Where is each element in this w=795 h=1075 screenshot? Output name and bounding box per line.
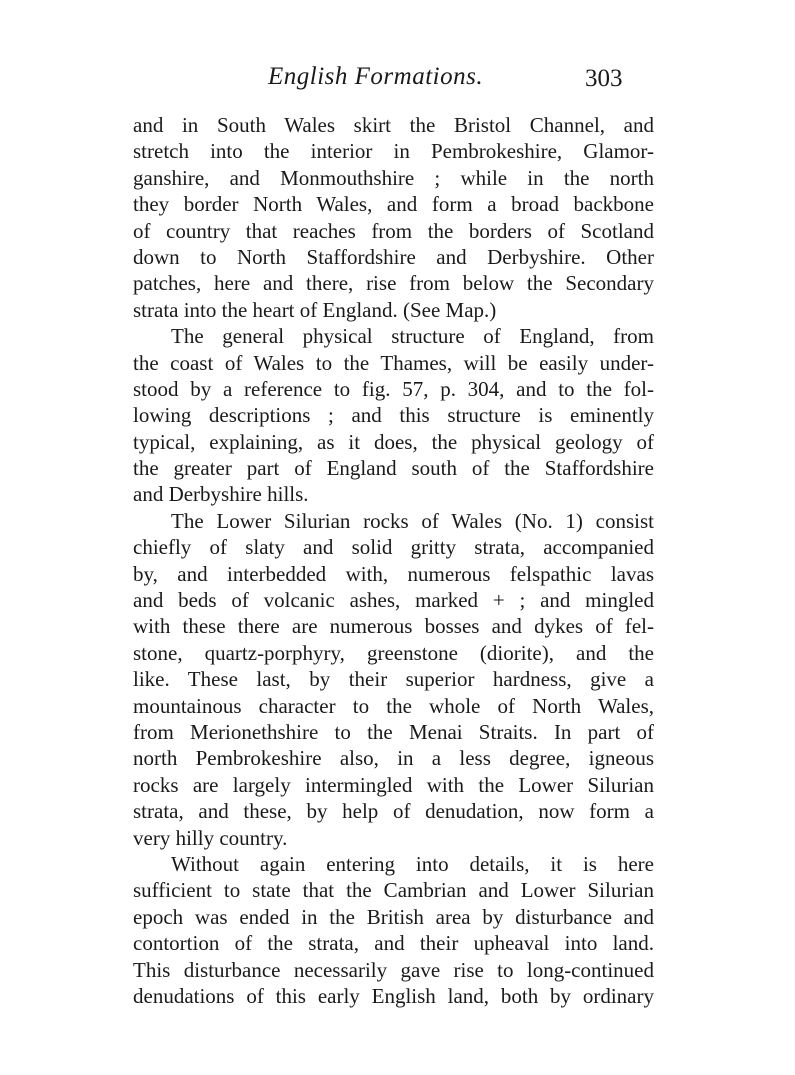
running-head: [0, 62, 795, 96]
running-title: English Formations.: [268, 63, 484, 90]
text-line: like. These last, by their superior hardness, give a: [133, 667, 654, 692]
text-line: patches, here and there, rise from below the Secondary: [133, 271, 654, 296]
text-line: stone, quartz-porphyry, greenstone (diorite), and the: [133, 640, 654, 665]
text-line: the coast of Wales to the Thames, will be easily under-: [133, 350, 654, 375]
text-line: stood by a reference to fig. 57, p. 304, and to the fol-: [133, 376, 654, 401]
text-line: and Derbyshire hills.: [133, 482, 309, 507]
text-line: Without again entering into details, it is here: [171, 851, 654, 876]
text-line: chiefly of slaty and solid gritty strata, accompanied: [133, 535, 654, 560]
text-line: The Lower Silurian rocks of Wales (No. 1) consist: [171, 508, 654, 533]
text-line: with these there are numerous bosses and dykes of fel-: [133, 614, 654, 639]
text-line: north Pembrokeshire also, in a less degree, igneous: [133, 746, 654, 771]
text-line: stretch into the interior in Pembrokeshire, Glamor-: [133, 139, 654, 164]
page-number: 303: [585, 65, 623, 92]
text-line: very hilly country.: [133, 825, 288, 850]
text-line: epoch was ended in the British area by disturbance and: [133, 904, 654, 929]
text-line: and beds of volcanic ashes, marked + ; and mingled: [133, 588, 654, 613]
text-line: This disturbance necessarily gave rise to long-continued: [133, 957, 654, 982]
text-line: the greater part of England south of the Staffordshire: [133, 456, 654, 481]
text-line: they border North Wales, and form a broad backbone: [133, 192, 654, 217]
text-line: and in South Wales skirt the Bristol Channel, and: [133, 113, 654, 137]
text-line: down to North Staffordshire and Derbyshire. Other: [133, 244, 654, 269]
text-line: from Merionethshire to the Menai Straits. In part of: [133, 719, 654, 744]
text-line: strata into the heart of England. (See Map.): [133, 297, 497, 322]
text-line: of country that reaches from the borders of Scotland: [133, 218, 654, 243]
text-line: sufficient to state that the Cambrian and Lower Silurian: [133, 878, 654, 903]
text-line: contortion of the strata, and their upheaval into land.: [133, 931, 654, 956]
text-line: mountainous character to the whole of North Wales,: [133, 693, 654, 718]
body-text: [133, 112, 654, 1009]
text-line: rocks are largely intermingled with the Lower Silurian: [133, 772, 654, 797]
text-line: The general physical structure of England, from: [171, 324, 654, 349]
text-line: strata, and these, by help of denudation, now form a: [133, 799, 654, 824]
text-line: typical, explaining, as it does, the physical geology of: [133, 429, 654, 454]
text-line: ganshire, and Monmouthshire ; while in the north: [133, 165, 654, 190]
text-line: lowing descriptions ; and this structure is eminently: [133, 403, 654, 428]
text-line: denudations of this early English land, both by ordinary: [133, 983, 654, 1008]
text-line: by, and interbedded with, numerous felspathic lavas: [133, 561, 654, 586]
